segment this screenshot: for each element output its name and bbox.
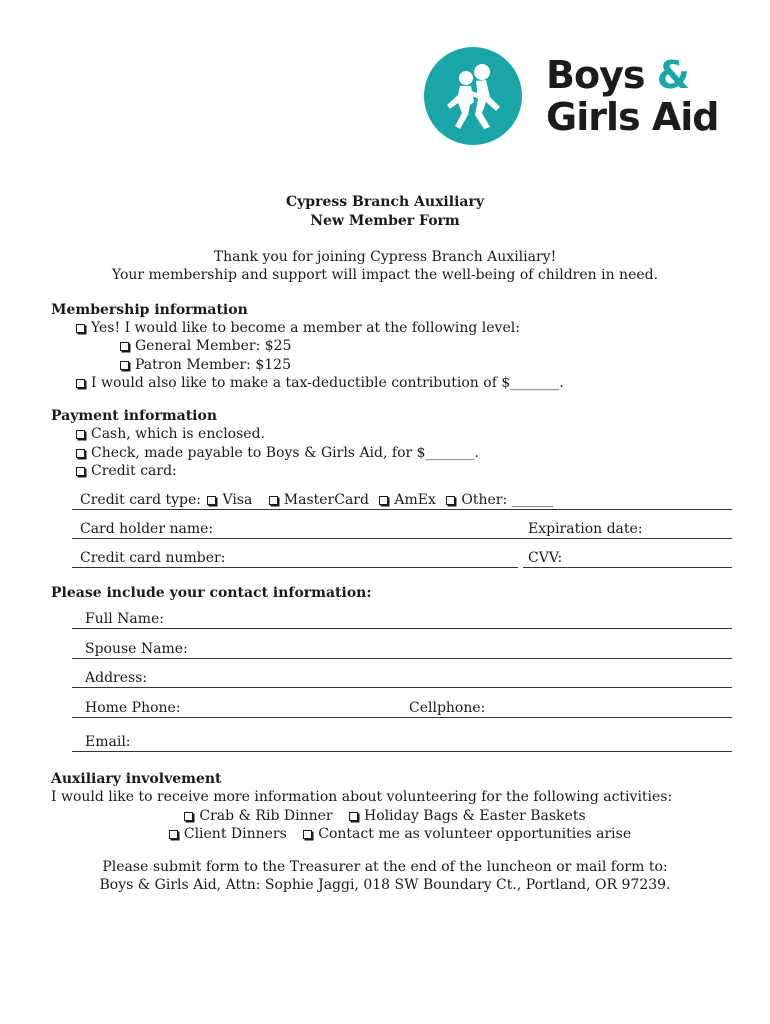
- card-type-rule: [72, 509, 732, 510]
- form-title-line1: Cypress Branch Auxiliary: [286, 194, 484, 210]
- logo-word-girls-aid: Girls Aid: [546, 95, 719, 139]
- visa-label: Visa: [222, 492, 253, 508]
- contribution-option[interactable]: [76, 375, 564, 391]
- other-checkbox[interactable]: [446, 496, 455, 505]
- patron-member-checkbox[interactable]: [120, 361, 129, 370]
- crab-dinner-label: Crab & Rib Dinner: [199, 808, 333, 824]
- full-name-field[interactable]: [72, 628, 732, 629]
- cellphone-label: Cellphone:: [409, 700, 486, 716]
- cash-checkbox[interactable]: [76, 430, 85, 439]
- cvv-label: CVV:: [528, 550, 563, 566]
- spouse-name-label: Spouse Name:: [85, 641, 188, 657]
- member-option-label: Yes! I would like to become a member at the following level:: [91, 320, 520, 336]
- contact-me-label: Contact me as volunteer opportunities arise: [318, 826, 632, 842]
- card-type-label: Credit card type:: [80, 492, 201, 508]
- logo-emblem: [424, 47, 522, 145]
- check-label: Check, made payable to Boys & Girls Aid, for $_______.: [91, 445, 480, 461]
- intro-line2: Your membership and support will impact the well-being of children in need.: [111, 267, 659, 283]
- cash-option[interactable]: [76, 426, 265, 442]
- cash-label: Cash, which is enclosed.: [91, 426, 265, 442]
- spouse-name-field[interactable]: [72, 658, 732, 659]
- cvv-field[interactable]: [523, 567, 732, 568]
- form-title-line2: New Member Form: [310, 213, 460, 229]
- general-member-checkbox[interactable]: [120, 342, 129, 351]
- card-holder-field[interactable]: [72, 538, 732, 539]
- payment-heading: Payment information: [51, 408, 218, 424]
- holiday-bags-label: Holiday Bags & Easter Baskets: [364, 808, 586, 824]
- home-phone-label: Home Phone:: [85, 700, 181, 716]
- involvement-intro: I would like to receive more information about volunteering for the following activities:: [51, 789, 673, 805]
- membership-heading: Membership information: [51, 302, 248, 318]
- holiday-bags-checkbox[interactable]: [349, 812, 358, 821]
- amex-label: AmEx: [394, 492, 436, 508]
- footer-line2: Boys & Girls Aid, Attn: Sophie Jaggi, 018 SW Boundary Ct., Portland, OR 97239.: [99, 877, 671, 893]
- visa-checkbox[interactable]: [207, 496, 216, 505]
- involvement-row2: [0, 826, 770, 842]
- card-number-field[interactable]: [72, 567, 518, 568]
- client-dinners-checkbox[interactable]: [169, 830, 178, 839]
- involvement-row1: [0, 808, 770, 824]
- children-running-icon: [424, 47, 522, 145]
- footer-line1: Please submit form to the Treasurer at the end of the luncheon or mail form to:: [102, 859, 668, 875]
- intro-line1: Thank you for joining Cypress Branch Auxiliary!: [213, 249, 557, 265]
- card-holder-label: Card holder name:: [80, 521, 214, 537]
- email-label: Email:: [85, 734, 131, 750]
- check-checkbox[interactable]: [76, 449, 85, 458]
- card-type-row: [80, 492, 554, 508]
- full-name-label: Full Name:: [85, 611, 165, 627]
- general-member-label: General Member: $25: [135, 338, 292, 354]
- member-checkbox[interactable]: [76, 324, 85, 333]
- address-field[interactable]: [72, 687, 732, 688]
- mastercard-checkbox[interactable]: [269, 496, 278, 505]
- expiration-label: Expiration date:: [528, 521, 643, 537]
- check-option[interactable]: [76, 445, 479, 461]
- other-label: Other: ______: [461, 492, 554, 508]
- contact-me-checkbox[interactable]: [303, 830, 312, 839]
- member-option[interactable]: [76, 320, 520, 336]
- address-label: Address:: [85, 670, 148, 686]
- general-member-option[interactable]: [120, 338, 291, 354]
- crab-dinner-checkbox[interactable]: [184, 812, 193, 821]
- email-field[interactable]: [72, 751, 732, 752]
- patron-member-label: Patron Member: $125: [135, 357, 291, 373]
- contribution-label: I would also like to make a tax-deductible contribution of $_______.: [91, 375, 564, 391]
- credit-option[interactable]: [76, 463, 177, 479]
- contact-heading: Please include your contact information:: [51, 585, 372, 601]
- contribution-checkbox[interactable]: [76, 379, 85, 388]
- client-dinners-label: Client Dinners: [183, 826, 287, 842]
- credit-checkbox[interactable]: [76, 467, 85, 476]
- logo-ampersand: &: [656, 53, 689, 97]
- card-number-label: Credit card number:: [80, 550, 226, 566]
- mastercard-label: MasterCard: [283, 492, 369, 508]
- patron-member-option[interactable]: [120, 357, 291, 373]
- involvement-heading: Auxiliary involvement: [51, 771, 222, 787]
- amex-checkbox[interactable]: [379, 496, 388, 505]
- phone-field[interactable]: [72, 717, 732, 718]
- logo-wordmark: [546, 54, 718, 138]
- logo-word-boys: Boys: [546, 53, 645, 97]
- credit-label: Credit card:: [91, 463, 177, 479]
